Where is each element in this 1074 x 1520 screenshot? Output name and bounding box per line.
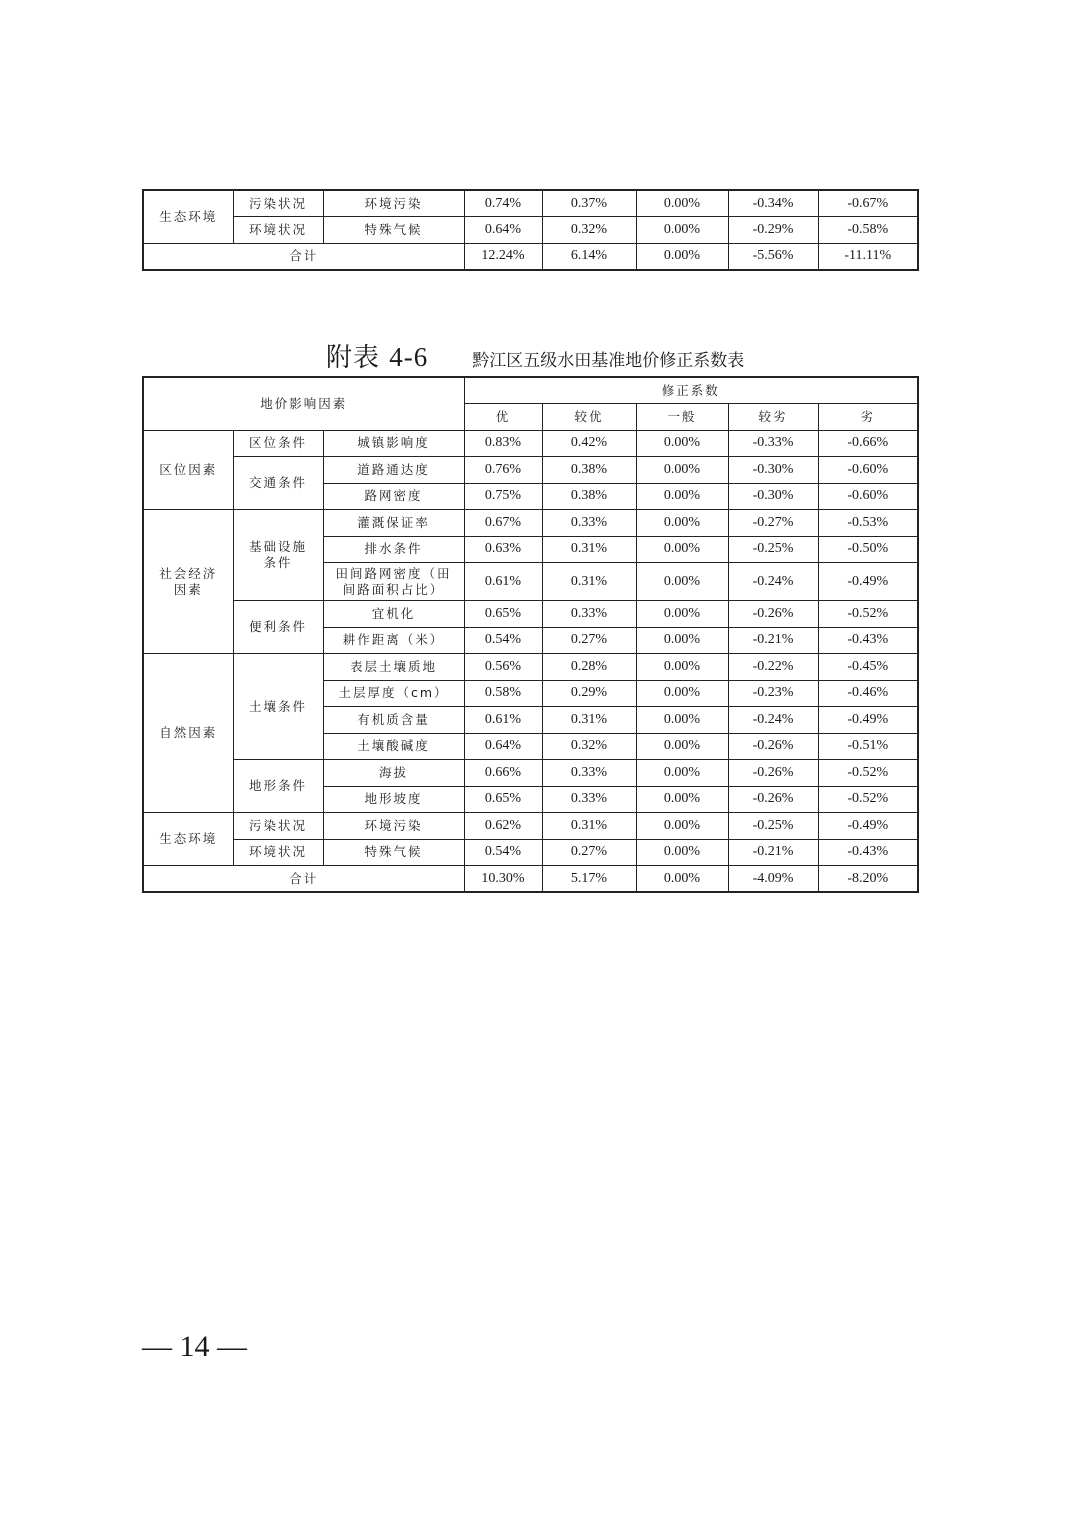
value-cell: 0.00% <box>636 483 728 510</box>
value-cell: 0.00% <box>636 707 728 734</box>
value-cell: 0.31% <box>542 813 636 840</box>
value-cell: 0.56% <box>464 654 542 681</box>
value-cell: 0.00% <box>636 839 728 866</box>
value-cell: 0.33% <box>542 510 636 537</box>
value-cell: -0.53% <box>818 510 918 537</box>
group-line: 社会经济 <box>159 565 218 581</box>
table-row <box>143 654 918 681</box>
table-row <box>143 510 918 537</box>
coefficient-table <box>142 376 919 893</box>
grade-header: 劣 <box>818 404 918 431</box>
value-cell: 0.63% <box>464 536 542 563</box>
value-cell: 0.32% <box>542 733 636 760</box>
value-cell: 0.31% <box>542 563 636 601</box>
value-cell: 0.29% <box>542 680 636 707</box>
header-coef: 修正系数 <box>464 377 918 404</box>
factor-cell: 土壤酸碱度 <box>323 733 464 760</box>
value-cell: -0.49% <box>818 813 918 840</box>
value-cell: -0.26% <box>728 786 818 813</box>
value-cell: -0.24% <box>728 707 818 734</box>
group-cell <box>143 510 233 654</box>
value-cell: 0.76% <box>464 457 542 484</box>
value-cell: 0.64% <box>464 733 542 760</box>
value-cell: 0.42% <box>542 430 636 457</box>
value-cell: 0.33% <box>542 786 636 813</box>
value-cell: -8.20% <box>818 866 918 893</box>
value-cell: 0.58% <box>464 680 542 707</box>
table-row <box>143 190 918 217</box>
value-cell: 0.64% <box>464 217 542 244</box>
value-cell: 0.75% <box>464 483 542 510</box>
value-cell: -0.58% <box>818 217 918 244</box>
table-row <box>143 601 918 628</box>
factor-cell: 特殊气候 <box>323 839 464 866</box>
value-cell: 0.54% <box>464 839 542 866</box>
page-number: — 14 — <box>142 1330 247 1363</box>
value-cell: -0.43% <box>818 839 918 866</box>
table-row <box>143 217 918 244</box>
factor-line: 间路面积占比） <box>342 581 445 597</box>
total-row <box>143 866 918 893</box>
factor-cell: 表层土壤质地 <box>323 654 464 681</box>
value-cell: 0.31% <box>542 707 636 734</box>
value-cell: -0.49% <box>818 707 918 734</box>
title-number: 4-6 <box>389 342 429 372</box>
value-cell: 0.00% <box>636 430 728 457</box>
value-cell: -0.26% <box>728 733 818 760</box>
sub-cell: 地形条件 <box>233 760 323 813</box>
value-cell: -0.25% <box>728 813 818 840</box>
total-row <box>143 243 918 270</box>
value-cell: 0.00% <box>636 601 728 628</box>
factor-cell: 有机质含量 <box>323 707 464 734</box>
grade-header: 较劣 <box>728 404 818 431</box>
group-cell: 生态环境 <box>143 813 233 866</box>
header-row <box>143 377 918 404</box>
value-cell: -0.33% <box>728 430 818 457</box>
value-cell: 0.33% <box>542 601 636 628</box>
value-cell: -5.56% <box>728 243 818 270</box>
value-cell: 0.32% <box>542 217 636 244</box>
table-row <box>143 839 918 866</box>
value-cell: 0.00% <box>636 217 728 244</box>
value-cell: 0.00% <box>636 654 728 681</box>
value-cell: -0.27% <box>728 510 818 537</box>
value-cell: 0.00% <box>636 457 728 484</box>
factor-cell <box>323 563 464 601</box>
value-cell: 0.33% <box>542 760 636 787</box>
value-cell: 0.38% <box>542 457 636 484</box>
value-cell: 0.00% <box>636 536 728 563</box>
sub-cell: 污染状况 <box>233 813 323 840</box>
value-cell: -0.66% <box>818 430 918 457</box>
continued-table <box>142 189 919 271</box>
value-cell: -0.30% <box>728 483 818 510</box>
total-label: 合计 <box>143 866 464 893</box>
value-cell: 6.14% <box>542 243 636 270</box>
sub-line: 基础设施 <box>248 539 307 554</box>
value-cell: -11.11% <box>818 243 918 270</box>
value-cell: -0.52% <box>818 760 918 787</box>
value-cell: -0.50% <box>818 536 918 563</box>
value-cell: 0.00% <box>636 786 728 813</box>
factor-cell: 道路通达度 <box>323 457 464 484</box>
factor-cell: 路网密度 <box>323 483 464 510</box>
factor-cell: 海拔 <box>323 760 464 787</box>
sub-cell: 交通条件 <box>233 457 323 510</box>
value-cell: 0.83% <box>464 430 542 457</box>
group-cell: 区位因素 <box>143 430 233 510</box>
sub-cell: 环境状况 <box>233 217 323 244</box>
value-cell: 0.61% <box>464 563 542 601</box>
value-cell: 12.24% <box>464 243 542 270</box>
value-cell: -0.49% <box>818 563 918 601</box>
value-cell: 0.31% <box>542 536 636 563</box>
value-cell: 0.54% <box>464 627 542 654</box>
table-name: 黔江区五级水田基准地价修正系数表 <box>472 351 745 371</box>
factor-cell: 环境污染 <box>323 190 464 217</box>
group-cell: 生态环境 <box>143 190 233 243</box>
value-cell: 0.00% <box>636 813 728 840</box>
value-cell: 0.28% <box>542 654 636 681</box>
value-cell: -0.24% <box>728 563 818 601</box>
factor-line: 田间路网密度（田 <box>335 565 452 581</box>
factor-cell: 耕作距离（米） <box>323 627 464 654</box>
value-cell: -0.22% <box>728 654 818 681</box>
value-cell: 0.00% <box>636 733 728 760</box>
factor-cell: 环境污染 <box>323 813 464 840</box>
group-cell: 自然因素 <box>143 654 233 813</box>
value-cell: -0.60% <box>818 457 918 484</box>
value-cell: 10.30% <box>464 866 542 893</box>
sub-cell <box>233 510 323 601</box>
value-cell: 0.74% <box>464 190 542 217</box>
value-cell: -0.25% <box>728 536 818 563</box>
value-cell: -0.52% <box>818 786 918 813</box>
value-cell: -0.29% <box>728 217 818 244</box>
value-cell: 0.38% <box>542 483 636 510</box>
total-label: 合计 <box>143 243 464 270</box>
value-cell: -4.09% <box>728 866 818 893</box>
value-cell: 0.00% <box>636 563 728 601</box>
grade-header: 优 <box>464 404 542 431</box>
value-cell: -0.45% <box>818 654 918 681</box>
value-cell: -0.26% <box>728 601 818 628</box>
factor-cell: 土层厚度（cm） <box>323 680 464 707</box>
value-cell: 0.00% <box>636 866 728 893</box>
value-cell: 0.65% <box>464 601 542 628</box>
value-cell: -0.26% <box>728 760 818 787</box>
factor-cell: 灌溉保证率 <box>323 510 464 537</box>
value-cell: 0.00% <box>636 760 728 787</box>
value-cell: -0.43% <box>818 627 918 654</box>
value-cell: -0.21% <box>728 839 818 866</box>
value-cell: 0.65% <box>464 786 542 813</box>
table-row <box>143 430 918 457</box>
grade-header: 较优 <box>542 404 636 431</box>
sub-cell: 土壤条件 <box>233 654 323 760</box>
value-cell: 0.62% <box>464 813 542 840</box>
value-cell: -0.46% <box>818 680 918 707</box>
value-cell: 0.67% <box>464 510 542 537</box>
table-number <box>326 337 428 374</box>
sub-cell: 便利条件 <box>233 601 323 654</box>
value-cell: 0.37% <box>542 190 636 217</box>
value-cell: -0.51% <box>818 733 918 760</box>
header-factor: 地价影响因素 <box>143 377 464 430</box>
value-cell: -0.23% <box>728 680 818 707</box>
grade-header: 一般 <box>636 404 728 431</box>
value-cell: -0.21% <box>728 627 818 654</box>
table-row <box>143 813 918 840</box>
table-row <box>143 760 918 787</box>
sub-cell: 环境状况 <box>233 839 323 866</box>
value-cell: 0.00% <box>636 243 728 270</box>
value-cell: 0.27% <box>542 839 636 866</box>
value-cell: 0.66% <box>464 760 542 787</box>
table-row <box>143 457 918 484</box>
value-cell: 5.17% <box>542 866 636 893</box>
value-cell: 0.27% <box>542 627 636 654</box>
sub-cell: 污染状况 <box>233 190 323 217</box>
factor-cell: 特殊气候 <box>323 217 464 244</box>
value-cell: 0.00% <box>636 680 728 707</box>
factor-cell: 城镇影响度 <box>323 430 464 457</box>
title-prefix: 附表 <box>326 343 381 373</box>
value-cell: 0.00% <box>636 510 728 537</box>
value-cell: 0.00% <box>636 627 728 654</box>
sub-cell: 区位条件 <box>233 430 323 457</box>
value-cell: -0.30% <box>728 457 818 484</box>
sub-line: 条件 <box>263 555 293 570</box>
value-cell: -0.67% <box>818 190 918 217</box>
factor-cell: 排水条件 <box>323 536 464 563</box>
factor-cell: 地形坡度 <box>323 786 464 813</box>
table-title <box>326 338 744 374</box>
value-cell: -0.34% <box>728 190 818 217</box>
value-cell: 0.61% <box>464 707 542 734</box>
value-cell: -0.52% <box>818 601 918 628</box>
group-line: 因素 <box>173 581 203 597</box>
value-cell: 0.00% <box>636 190 728 217</box>
value-cell: -0.60% <box>818 483 918 510</box>
factor-cell: 宜机化 <box>323 601 464 628</box>
